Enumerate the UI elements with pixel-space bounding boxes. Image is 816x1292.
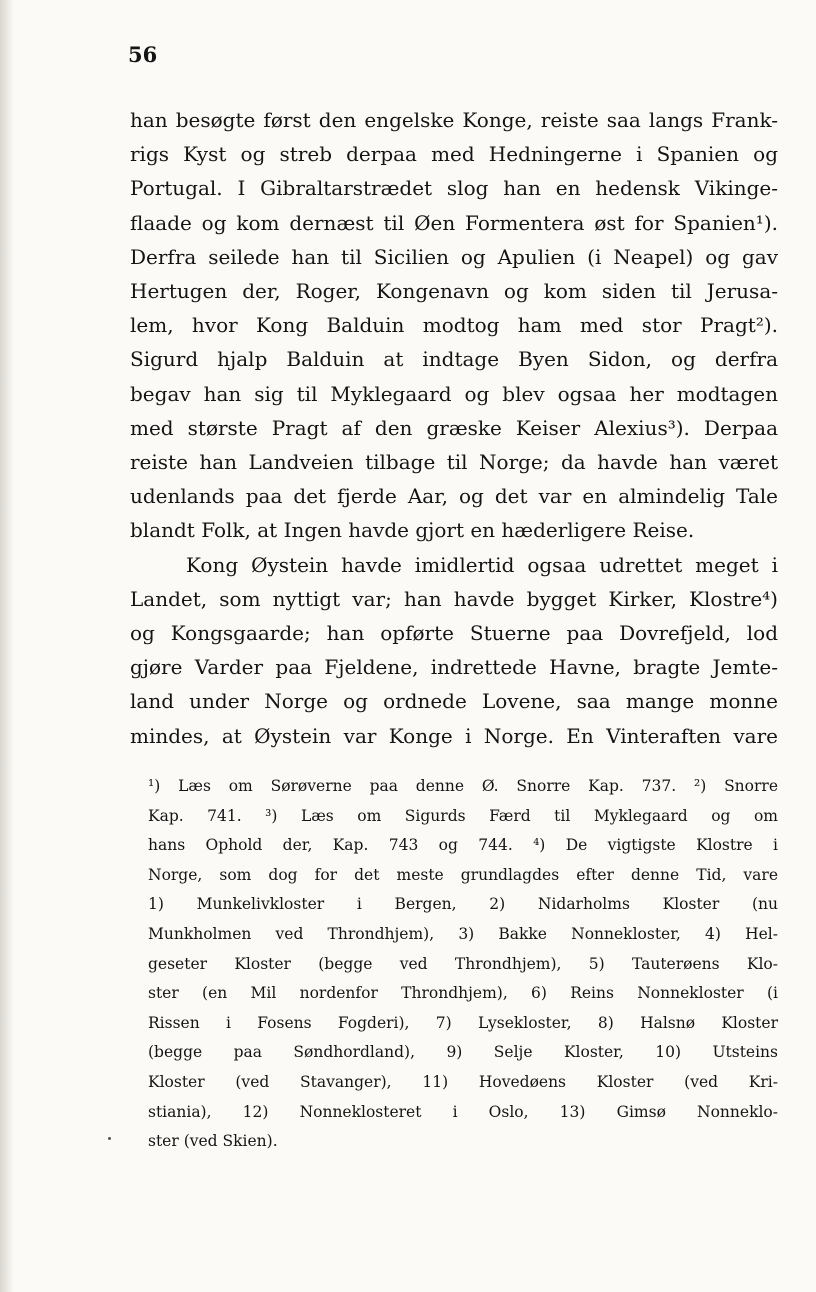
text-line: og Kongsgaarde; han opførte Stuerne paa Dovrefjeld, lod	[130, 621, 778, 646]
text-line: udenlands paa det fjerde Aar, og det var en almindelig Tale	[130, 484, 778, 509]
footnote-line: Rissen i Fosens Fogderi), 7) Lysekloster, 8) Halsnø Kloster	[148, 1013, 778, 1032]
ink-speck	[108, 1137, 111, 1140]
text-line: Kong Øystein havde imidlertid ogsaa udrettet meget i	[186, 552, 778, 577]
text-line: flaade og kom dernæst til Øen Formentera øst for Spanien¹).	[130, 210, 778, 235]
text-line: gjøre Varder paa Fjeldene, indrettede Havne, bragte Jemte-	[130, 655, 778, 680]
text-line: Portugal. I Gibraltarstrædet slog han en hedensk Vikinge-	[130, 176, 778, 201]
text-line: Landet, som nyttigt var; han havde bygget Kirker, Klostre⁴)	[130, 586, 778, 611]
text-line: mindes, at Øystein var Konge i Norge. En Vinteraften vare	[130, 723, 778, 748]
footnote-line: ¹) Læs om Sørøverne paa denne Ø. Snorre Kap. 737. ²) Snorre	[148, 777, 778, 795]
text-line: han besøgte først den engelske Konge, reiste saa langs Frank-	[130, 108, 778, 132]
footnote-line: ster (en Mil nordenfor Throndhjem), 6) Reins Nonnekloster (i	[148, 984, 778, 1003]
text-line: begav han sig til Myklegaard og blev ogsaa her modtagen	[130, 381, 778, 406]
footnote-line: (begge paa Søndhordland), 9) Selje Kloster, 10) Utsteins	[148, 1043, 778, 1062]
text-line: lem, hvor Kong Balduin modtog ham med stor Pragt²).	[130, 313, 778, 338]
footnotes	[148, 772, 778, 1157]
footnote-line: stiania), 12) Nonneklosteret i Oslo, 13) Gimsø Nonneklo-	[148, 1102, 778, 1121]
text-line: blandt Folk, at Ingen havde gjort en hæderligere Reise.	[130, 518, 695, 543]
footnote-line: ster (ved Skien).	[148, 1132, 278, 1151]
main-text	[130, 103, 778, 753]
text-line: Hertugen der, Roger, Kongenavn og kom siden til Jerusa-	[130, 279, 778, 304]
page-number: 56	[128, 42, 158, 67]
footnote-line: geseter Kloster (begge ved Throndhjem), 5) Tauterøens Klo-	[148, 954, 778, 973]
text-line: Derfra seilede han til Sicilien og Apulien (i Neapel) og gav	[130, 244, 778, 269]
paragraph-1	[130, 103, 778, 548]
footnote-line: Kloster (ved Stavanger), 11) Hovedøens Kloster (ved Kri-	[148, 1072, 778, 1091]
footnote-line: hans Ophold der, Kap. 743 og 744. ⁴) De vigtigste Klostre i	[148, 836, 778, 855]
page-edge-shadow	[0, 0, 14, 1292]
text-line: Sigurd hjalp Balduin at indtage Byen Sidon, og derfra	[130, 347, 778, 372]
footnote-line: Norge, som dog for det meste grundlagdes efter denne Tid, vare	[148, 865, 778, 884]
footnote-line: Munkholmen ved Throndhjem), 3) Bakke Nonnekloster, 4) Hel-	[148, 924, 778, 943]
paragraph-2	[130, 548, 778, 753]
text-line: land under Norge og ordnede Lovene, saa mange monne	[130, 689, 778, 714]
footnote-line: Kap. 741. ³) Læs om Sigurds Færd til Myklegaard og om	[148, 806, 778, 825]
footnote-line: 1) Munkelivkloster i Bergen, 2) Nidarholms Kloster (nu	[148, 895, 778, 914]
text-line: reiste han Landveien tilbage til Norge; da havde han været	[130, 450, 778, 475]
text-line: med største Pragt af den græske Keiser Alexius³). Derpaa	[130, 415, 778, 440]
text-line: rigs Kyst og streb derpaa med Hedningerne i Spanien og	[130, 142, 778, 167]
